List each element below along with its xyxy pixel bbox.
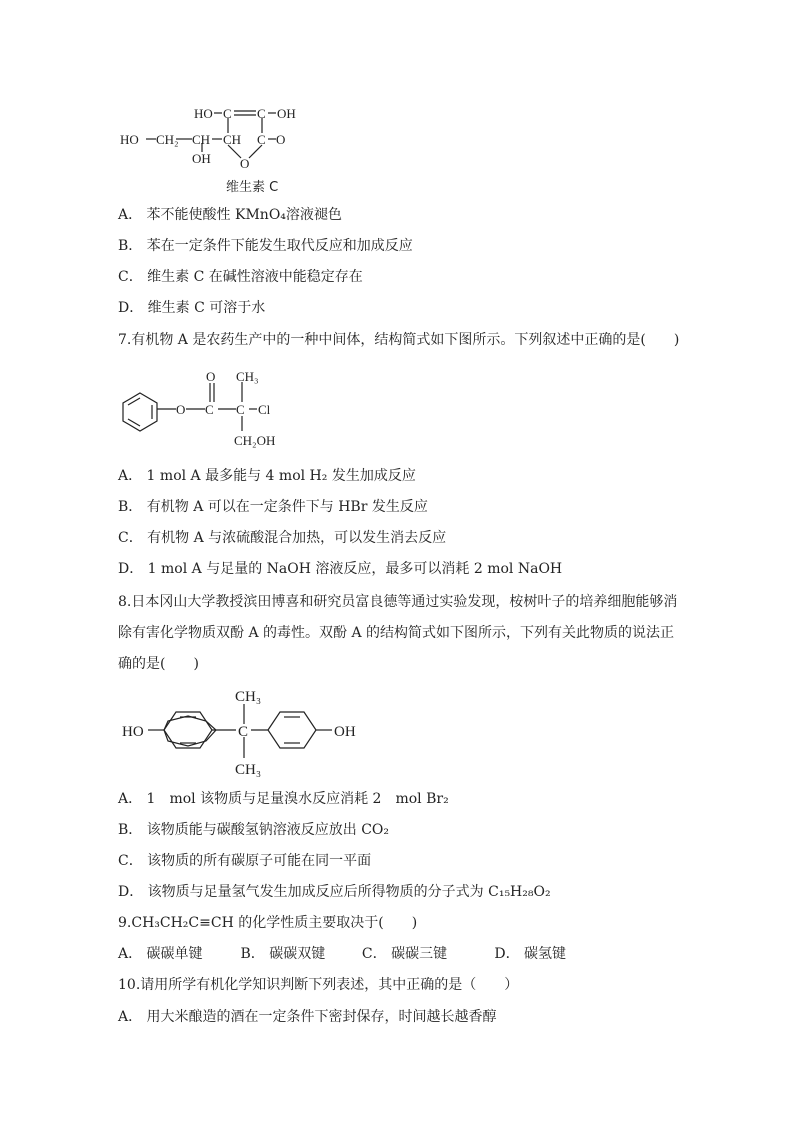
q9-option-a: A． 碳碳单键 (118, 946, 203, 962)
c1-label: C (205, 402, 214, 417)
vitamin-c-caption: 维生素 C (226, 180, 279, 195)
q7-option-b: B． 有机物 A 可以在一定条件下与 HBr 发生反应 (118, 499, 428, 515)
bisphenol-a-structure (118, 684, 378, 780)
c-ring-label: C (257, 132, 266, 147)
q6-option-b: B． 苯在一定条件下能发生取代反应和加成反应 (118, 238, 413, 254)
compound-a-structure (118, 365, 318, 453)
q9-option-c: C． 碳碳三键 (361, 946, 448, 962)
o-ring-label: O (240, 156, 250, 170)
q6-option-a: A． 苯不能使酸性 KMnO₄溶液褪色 (118, 207, 342, 223)
q8-stem-line-1: 8.日本冈山大学教授滨田博喜和研究员富良德等通过实验发现，桉树叶子的培养细胞能够消 (118, 594, 678, 610)
ho-left-label: HO (120, 132, 139, 147)
q10-option-a: A． 用大米酿造的酒在一定条件下密封保存，时间越长越香醇 (118, 1009, 497, 1025)
c-top2-label: C (257, 106, 266, 121)
q6-option-c: C． 维生素 C 在碱性溶液中能稳定存在 (118, 269, 363, 285)
cl-label: Cl (258, 402, 271, 417)
q9-option-b: B． 碳碳双键 (240, 946, 326, 962)
ch-label: CH (192, 132, 211, 147)
oh-bottom-label: OH (192, 151, 211, 166)
ch3-top-label: CH₃ (235, 689, 262, 705)
ch3-bottom-label: CH₃ (235, 762, 262, 778)
o-link-label: O (176, 402, 186, 417)
c-top1-label: C (223, 106, 232, 121)
c-center-label: C (238, 724, 249, 740)
ho-label: HO (122, 724, 144, 740)
q10-stem: 10.请用所学有机化学知识判断下列表述，其中正确的是（ ） (118, 977, 519, 993)
q9-options-row (118, 944, 566, 964)
oh-top-label: OH (277, 106, 296, 121)
ch3-label: CH₃ (236, 369, 259, 384)
o-carbonyl-label: O (276, 132, 286, 147)
q6-option-d: D． 维生素 C 可溶于水 (118, 300, 266, 316)
q8-stem-line-2: 除有害化学物质双酚 A 的毒性。双酚 A 的结构简式如下图所示，下列有关此物质的说法正 (118, 625, 675, 641)
oh-label: OH (334, 724, 356, 740)
ho-top-label: HO (194, 106, 213, 121)
q8-stem-line-3: 确的是( ) (118, 656, 199, 672)
q9-option-d: D． 碳氢键 (494, 946, 567, 962)
q8-option-c: C． 该物质的所有碳原子可能在同一平面 (118, 853, 372, 869)
ch2-label: CH₂ (156, 132, 179, 147)
q8-option-a: A． 1 mol 该物质与足量溴水反应消耗 2 mol Br₂ (118, 791, 449, 807)
vitamin-c-structure (118, 100, 318, 170)
q8-option-d: D． 该物质与足量氢气发生加成反应后所得物质的分子式为 C₁₅H₂₈O₂ (118, 884, 551, 900)
q7-option-a: A． 1 mol A 最多能与 4 mol H₂ 发生加成反应 (118, 468, 416, 484)
c2-label: C (236, 402, 245, 417)
q9-stem: 9.CH₃CH₂C≡CH 的化学性质主要取决于( ) (118, 915, 418, 931)
q7-option-d: D． 1 mol A 与足量的 NaOH 溶液反应，最多可以消耗 2 mol NaOH (118, 561, 563, 577)
c-ring-left-label: CH (223, 132, 242, 147)
ch2oh-label: CH₂OH (234, 433, 276, 448)
o-top-label: O (206, 369, 216, 384)
q7-option-c: C． 有机物 A 与浓硫酸混合加热，可以发生消去反应 (118, 530, 447, 546)
q7-stem: 7.有机物 A 是农药生产中的一种中间体，结构简式如下图所示。下列叙述中正确的是( ) (118, 332, 680, 348)
q8-option-b: B． 该物质能与碳酸氢钠溶液反应放出 CO₂ (118, 822, 389, 838)
